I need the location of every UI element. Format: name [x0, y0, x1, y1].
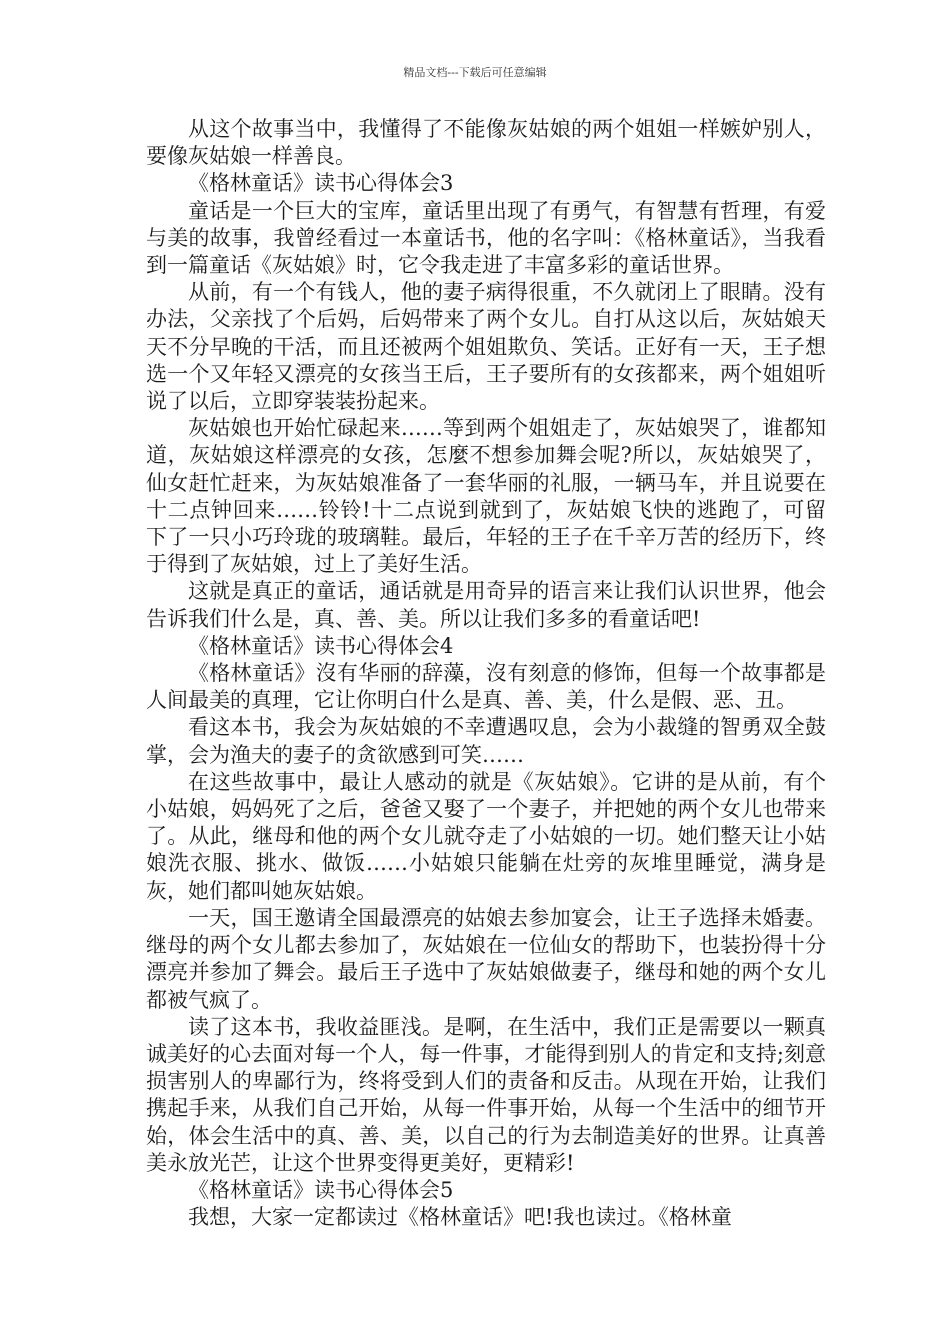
paragraph: 从这个故事当中，我懂得了不能像灰姑娘的两个姐姐一样嫉妒别人，要像灰姑娘一样善良。 — [146, 117, 826, 169]
paragraph: 读了这本书，我收益匪浅。是啊，在生活中，我们正是需要以一颗真诚美好的心去面对每一个人，每一件事，才能得到别人的肯定和支持;刻意损害别人的卑鄙行为，终将受到人们的责备和反击。从现在开始，让我们携起手来，从我们自己开始，从每一件事开始，从每一个生活中的细节开始，体会生活中的真、善、美，以自己的行为去制造美好的世界。让真善美永放光芒，让这个世界变得更美好，更精彩! — [146, 1014, 826, 1175]
section-heading: 《格林童话》读书心得体会5 — [188, 1177, 454, 1202]
paragraph: 灰姑娘也开始忙碌起来……等到两个姐姐走了，灰姑娘哭了，谁都知道，灰姑娘这样漂亮的女孩，怎麼不想参加舞会呢?所以，灰姑娘哭了，仙女赶忙赶来，为灰姑娘准备了一套华丽的礼服，一辆马车，并且说要在十二点钟回来……铃铃!十二点说到就到了，灰姑娘飞快的逃跑了，可留下了一只小巧玲珑的玻璃鞋。最后，年轻的王子在千辛万苦的经历下，终于得到了灰姑娘，过上了美好生活。 — [146, 416, 826, 577]
paragraph: 我想，大家一定都读过《格林童话》吧!我也读过。《格林童 — [188, 1205, 732, 1230]
paragraph: 从前，有一个有钱人，他的妻子病得很重，不久就闭上了眼睛。没有办法，父亲找了个后妈，后妈带来了两个女儿。自打从这以后，灰姑娘天天不分早晚的干活，而且还被两个姐姐欺负、笑话。正好有一天，王子想选一个又年轻又漂亮的女孩当王后，王子要所有的女孩都来，两个姐姐听说了以后，立即穿装装扮起来。 — [146, 280, 826, 414]
paragraph: 看这本书，我会为灰姑娘的不幸遭遇叹息，会为小裁缝的智勇双全鼓掌，会为渔夫的妻子的贪欲感到可笑…… — [146, 715, 826, 767]
page-header: 精品文档---下载后可任意编辑 — [403, 66, 547, 79]
section-heading: 《格林童话》读书心得体会4 — [188, 633, 454, 658]
paragraph: 这就是真正的童话，通话就是用奇异的语言来让我们认识世界，他会告诉我们什么是，真、善、美。所以让我们多多的看童话吧! — [146, 579, 826, 631]
paragraph: 童话是一个巨大的宝库，童话里出现了有勇气，有智慧有哲理，有爱与美的故事，我曾经看过一本童话书，他的名字叫：《格林童话》，当我看到一篇童话《灰姑娘》时，它令我走进了丰富多彩的童话世界。 — [146, 198, 826, 278]
paragraph: 《格林童话》沒有华丽的辞藻，沒有刻意的修饰，但每一个故事都是人间最美的真理，它让你明白什么是真、善、美，什么是假、恶、丑。 — [146, 661, 826, 713]
paragraph: 在这些故事中，最让人感动的就是《灰姑娘》。它讲的是从前，有个小姑娘，妈妈死了之后，爸爸又娶了一个妻子，并把她的两个女儿也带来了。从此，继母和他的两个女儿就夺走了小姑娘的一切。她们整天让小姑娘洗衣服、挑水、做饭……小姑娘只能躺在灶旁的灰堆里睡觉，满身是灰，她们都叫她灰姑娘。 — [146, 769, 826, 903]
document-body — [146, 116, 826, 1231]
section-heading: 《格林童话》读书心得体会3 — [188, 171, 454, 196]
paragraph: 一天，国王邀请全国最漂亮的姑娘去参加宴会，让王子选择未婚妻。继母的两个女儿都去参加了，灰姑娘在一位仙女的帮助下，也装扮得十分漂亮并参加了舞会。最后王子选中了灰姑娘做妻子，继母和她的两个女儿都被气疯了。 — [146, 905, 826, 1012]
